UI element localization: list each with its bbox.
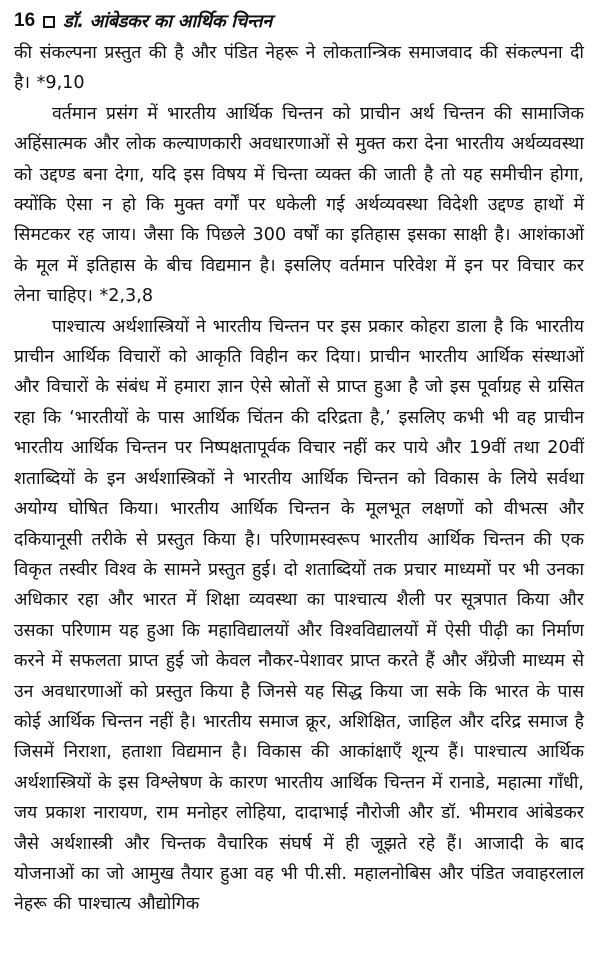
page-number: 16 xyxy=(14,10,36,31)
running-title: डॉ. आंबेडकर का आर्थिक चिन्तन xyxy=(63,11,272,32)
paragraph: वर्तमान प्रसंग में भारतीय आर्थिक चिन्तन को प्राचीन अर्थ चिन्तन की सामाजिक अहिंसात्मक और लोक कल्याणकारी अवधारणाओं से मुक्त करा देना भारतीय अर्थव्यवस्था को उद्दण्ड बना देगा, यदि इस विषय में चिन्ता व्यक्त की जाती है तो यह समीचीन होगा, क्योंकि ऐसा न हो कि मुक्त वर्गों पर धकेली गई अर्थव्यवस्था विदेशी उद्दण्ड हाथों में सिमटकर रह जाय। जैसा कि पिछले 300 वर्षों का इतिहास इसका साक्षी है। आशंकाओं के मूल में इतिहास के बीच विद्यमान है। इसलिए वर्तमान परिवेश में इन पर विचार कर लेना चाहिए। *2,3,8 xyxy=(14,103,584,307)
page-header xyxy=(14,6,584,36)
square-bullet-icon xyxy=(43,16,55,28)
paragraph: पाश्चात्य अर्थशास्त्रियों ने भारतीय चिन्तन पर इस प्रकार कोहरा डाला है कि भारतीय प्राचीन आर्थिक विचारों को आकृति विहीन कर दिया। प्राचीन भारतीय आर्थिक संस्थाओं और विचारों के संबंध में हमारा ज्ञान ऐसे स्रोतों से प्राप्त हुआ है जो इस पूर्वाग्रह से ग्रसित रहा कि ‘भारतीयों के पास आर्थिक चिंतन की दरिद्रता है,’ इसलिए कभी भी वह प्राचीन भारतीय आर्थिक चिन्तन पर निष्पक्षतापूर्वक विचार नहीं कर पाये और 19वीं तथा 20वीं शताब्दियों के इन अर्थशास्त्रिकों ने भारतीय आर्थिक चिन्तन को विकास के लिये सर्वथा अयोग्य घोषित किया। भारतीय आर्थिक चिन्तन के मूलभूत लक्षणों को वीभत्स और दकियानूसी तरीके से प्रस्तुत किया है। परिणामस्वरूप भारतीय आर्थिक चिन्तन की एक विकृत तस्वीर विश्व के सामने प्रस्तुत हुई। दो शताब्दियों तक प्रचार माध्यमों पर भी उनका अधिकार रहा और भारत में शिक्षा व्यवस्था का पाश्चात्य शैली पर सूत्रपात किया और उसका परिणाम यह हुआ कि महाविद्यालयों और विश्वविद्यालयों में ऐसी पीढ़ी का निर्माण करने में सफलता प्राप्त हुई जो केवल नौकर-पेशावर प्राप्त करते हैं और अँग्रेजी माध्यम से उन अवधारणाओं को प्रस्तुत किया है जिनसे यह सिद्ध किया जा सके कि भारत के पास कोई आर्थिक चिन्तन नहीं है। भारतीय समाज क्रूर, अशिक्षित, जाहिल और दरिद्र समाज है जिसमें निराशा, हताशा विद्यमान है। विकास की आकांक्षाएँ शून्य हैं। पाश्चात्य आर्थिक अर्थशास्त्रियों के इस विश्लेषण के कारण भारतीय आर्थिक चिन्तन में रानाडे, महात्मा गाँधी, जय प्रकाश नारायण, राम मनोहर लोहिया, दादाभाई नौरोजी और डॉ. भीमराव आंबेडकर जैसे अर्थशास्त्री और चिन्तक वैचारिक संघर्ष में ही जूझते रहे हैं। आजादी के बाद योजनाओं का जो आमुख तैयार हुआ वह भी पी.सी. महालनोबिस और पंडित जवाहरलाल नेहरू की पाश्चात्य औद्योगिक xyxy=(14,316,584,915)
paragraph-continuation: की संकल्पना प्रस्तुत की है और पंडित नेहरू ने लोकतान्त्रिक समाजवाद की संकल्पना दी है। *9,10 xyxy=(14,43,584,94)
body-text xyxy=(14,38,584,920)
